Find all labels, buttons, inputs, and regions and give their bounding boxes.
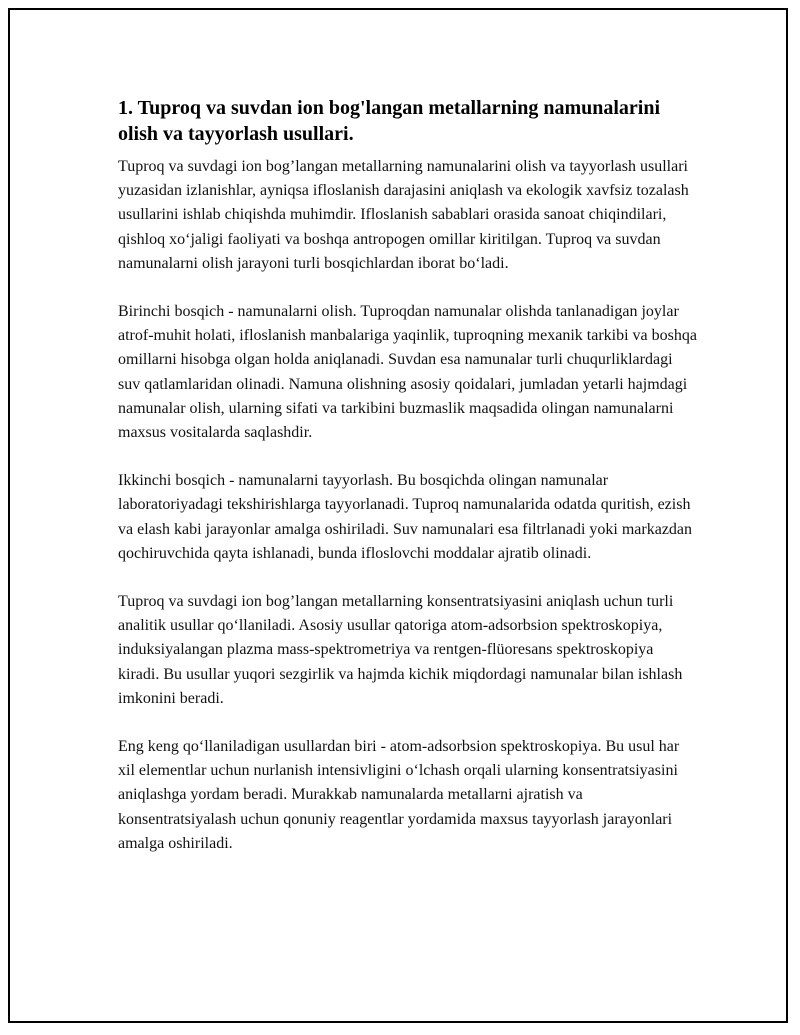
document-body: [118, 95, 698, 880]
paragraph-analytic-methods: Tuproq va suvdagi ion bog’langan metallarning konsentratsiyasini aniqlash uchun turli analitik usullar qo‘llaniladi. Asosiy usullar qatoriga atom-adsorbsion spektroskopiya, induksiyalangan plazma mass-spektrometriya va rentgen-flüoresans spektroskopiya kiradi. Bu usullar yuqori sezgirlik va hajmda kichik miqdordagi namunalar bilan ishlash imkonini beradi.: [118, 593, 683, 707]
section-heading: 1. Tuproq va suvdan ion bog'langan metallarning namunalarini olish va tayyorlash usullari.: [118, 97, 661, 145]
paragraph-atomic-absorption: Eng keng qo‘llaniladigan usullardan biri - atom-adsorbsion spektroskopiya. Bu usul har xil elementlar uchun nurlanish intensivligini o‘lchash orqali ularning konsentratsiyasini aniqlashga yordam beradi. Murakkab namunalarda metallarni ajratish va konsentratsiyalash uchun qonuniy reagentlar yordamida maxsus tayyorlash jarayonlari amalga oshiriladi.: [118, 738, 680, 852]
paragraph-stage-two: Ikkinchi bosqich - namunalarni tayyorlash. Bu bosqichda olingan namunalar laboratoriyadagi tekshirishlarga tayyorlanadi. Tuproq namunalarida odatda quritish, ezish va elash kabi jarayonlar amalga oshiriladi. Suv namunalari esa filtrlanadi yoki markazdan qochiruvchida qayta ishlanadi, bunda ifloslovchi moddalar ajratib olinadi.: [118, 472, 693, 562]
paragraph-stage-one: Birinchi bosqich - namunalarni olish. Tuproqdan namunalar olishda tanlanadigan joylar atrof-muhit holati, ifloslanish manbalariga yaqinlik, tuproqning mexanik tarkibi va boshqa omillarni hisobga olgan holda aniqlanadi. Suvdan esa namunalar turli chuqurliklardagi suv qatlamlaridan olinadi. Namuna olishning asosiy qoidalari, jumladan yetarli hajmdagi namunalar olish, ularning sifati va tarkibini buzmaslik maqsadida olingan namunalarni maxsus vositalarda saqlashdir.: [118, 303, 697, 442]
paragraph-intro: Tuproq va suvdagi ion bog’langan metallarning namunalarini olish va tayyorlash usullari yuzasidan izlanishlar, ayniqsa ifloslanish darajasini aniqlash va ekologik xavfsiz tozalash usullarini ishlab chiqishda muhimdir. Ifloslanish sabablari orasida sanoat chiqindilari, qishloq xo‘jaligi faoliyati va boshqa antropogen omillar kiritilgan. Tuproq va suvdan namunalarni olish jarayoni turli bosqichlardan iborat bo‘ladi.: [118, 158, 689, 272]
